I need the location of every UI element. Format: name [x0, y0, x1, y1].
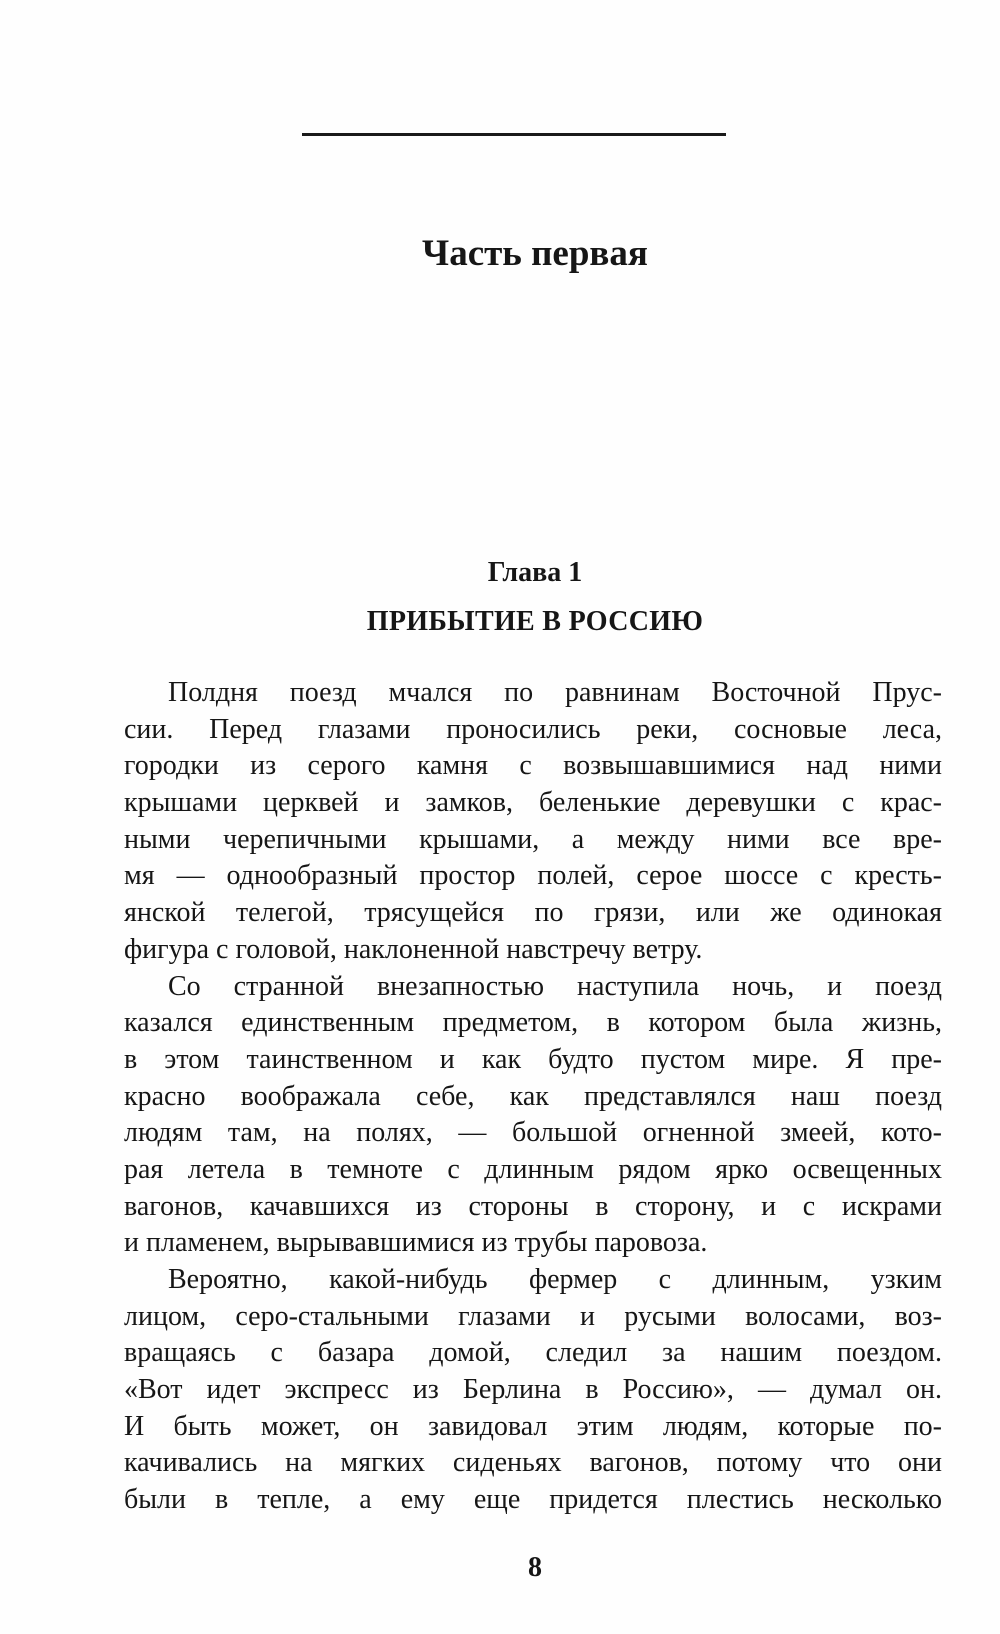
text-line: казался единственным предметом, в котором была жизнь,: [124, 1007, 942, 1039]
text-line: И быть может, он завидовал этим людям, которые по-: [124, 1410, 942, 1442]
paragraph: [124, 969, 942, 1263]
paragraph: [124, 675, 942, 969]
text-line: городки из серого камня с возвышавшимися над ними: [124, 750, 942, 782]
page-number: 8: [528, 1552, 542, 1583]
text-line: вращаясь с базара домой, следил за нашим поездом.: [124, 1337, 942, 1369]
chapter-title: ПРИБЫТИЕ В РОССИЮ: [366, 606, 704, 637]
header-rule: [302, 133, 726, 136]
text-line: лицом, серо-стальными глазами и русыми волосами, воз-: [124, 1300, 942, 1332]
text-line: людям там, на полях, — большой огненной змеей, кото-: [124, 1117, 942, 1149]
text-line: фигура с головой, наклоненной навстречу ветру.: [124, 933, 703, 965]
text-line: рая летела в темноте с длинным рядом ярко освещенных: [124, 1153, 942, 1185]
text-line: «Вот идет экспресс из Берлина в Россию», — думал он.: [124, 1374, 942, 1406]
text-line: красно воображала себе, как представлялся наш поезд: [124, 1080, 942, 1112]
text-line: были в тепле, а ему еще придется плестись несколько: [124, 1484, 942, 1516]
text-line: ными черепичными крышами, а между ними все вре-: [124, 823, 942, 855]
text-line: Со странной внезапностью наступила ночь, и поезд: [168, 970, 942, 1002]
paragraph: [124, 1262, 942, 1519]
text-line: сии. Перед глазами проносились реки, сосновые леса,: [124, 713, 942, 745]
text-line: и пламенем, вырывавшимися из трубы паровоза.: [124, 1227, 708, 1259]
text-line: янской телегой, трясущейся по грязи, или же одинокая: [124, 897, 942, 929]
text-line: качивались на мягких сиденьях вагонов, потому что они: [124, 1447, 942, 1479]
part-title: Часть первая: [422, 233, 648, 274]
text-line: крышами церквей и замков, беленькие деревушки с крас-: [124, 787, 942, 819]
chapter-number: Глава 1: [487, 557, 583, 588]
body-text: [124, 675, 942, 1519]
text-line: Полдня поезд мчался по равнинам Восточной Прус-: [168, 677, 942, 708]
text-line: мя — однообразный простор полей, серое шоссе с кресть-: [124, 860, 942, 892]
text-line: в этом таинственном и как будто пустом мире. Я пре-: [124, 1043, 942, 1075]
text-line: вагонов, качавшихся из стороны в сторону, и с искрами: [124, 1190, 942, 1222]
text-line: Вероятно, какой-нибудь фермер с длинным, узким: [168, 1264, 942, 1295]
